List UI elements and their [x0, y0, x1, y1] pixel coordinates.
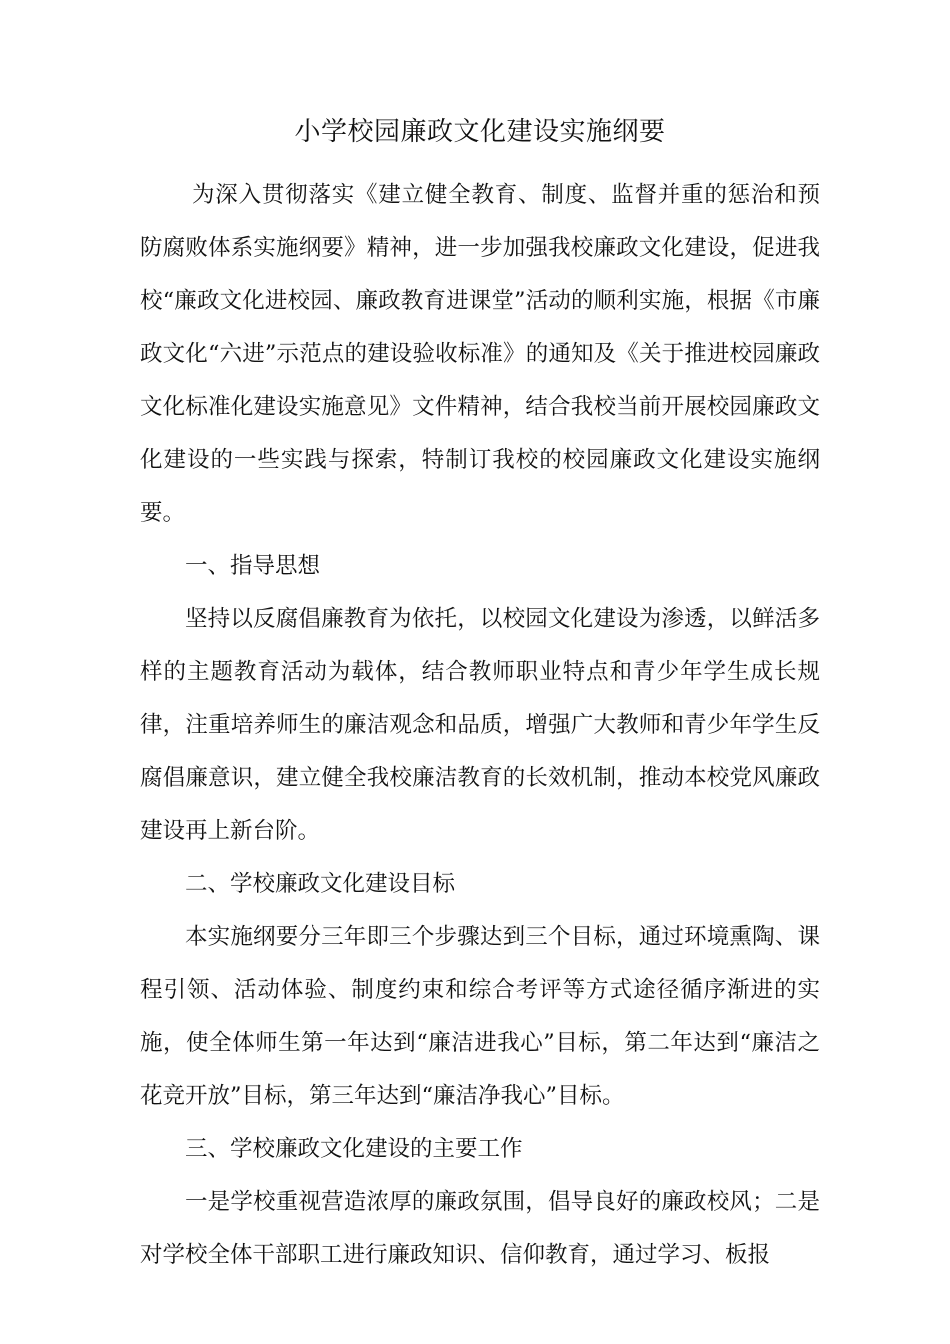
document-title: 小学校园廉政文化建设实施纲要	[294, 117, 666, 147]
section-heading-guiding-ideology: 一、指导思想	[185, 553, 321, 579]
section-heading-main-work: 三、学校廉政文化建设的主要工作	[185, 1136, 523, 1162]
document-content	[140, 112, 820, 1282]
section-body-guiding-ideology: 坚持以反腐倡廉教育为依托，以校园文化建设为渗透，以鲜活多样的主题教育活动为载体，结合教师职业特点和青少年学生成长规律，注重培养师生的廉洁观念和品质，增强广大教师和青少年学生反腐倡廉意识，建立健全我校廉洁教育的长效机制，推动本校党风廉政建设再上新台阶。	[140, 606, 820, 844]
section-body-goals: 本实施纲要分三年即三个步骤达到三个目标，通过环境熏陶、课程引领、活动体验、制度约束和综合考评等方式途径循序渐进的实施，使全体师生第一年达到“廉洁进我心”目标，第二年达到“廉洁之花竞开放”目标，第三年达到“廉洁净我心”目标。	[140, 924, 820, 1109]
section-body-main-work: 一是学校重视营造浓厚的廉政氛围，倡导良好的廉政校风；二是对学校全体干部职工进行廉政知识、信仰教育，通过学习、板报	[140, 1189, 820, 1268]
section-heading-goals: 二、学校廉政文化建设目标	[185, 871, 456, 897]
intro-paragraph: 为深入贯彻落实《建立健全教育、制度、监督并重的惩治和预防腐败体系实施纲要》精神，进一步加强我校廉政文化建设，促进我校“廉政文化进校园、廉政教育进课堂”活动的顺利实施，根据《市廉政文化“六进”示范点的建设验收标准》的通知及《关于推进校园廉政文化标准化建设实施意见》文件精神，结合我校当前开展校园廉政文化建设的一些实践与探索，特制订我校的校园廉政文化建设实施纲要。	[140, 182, 820, 526]
